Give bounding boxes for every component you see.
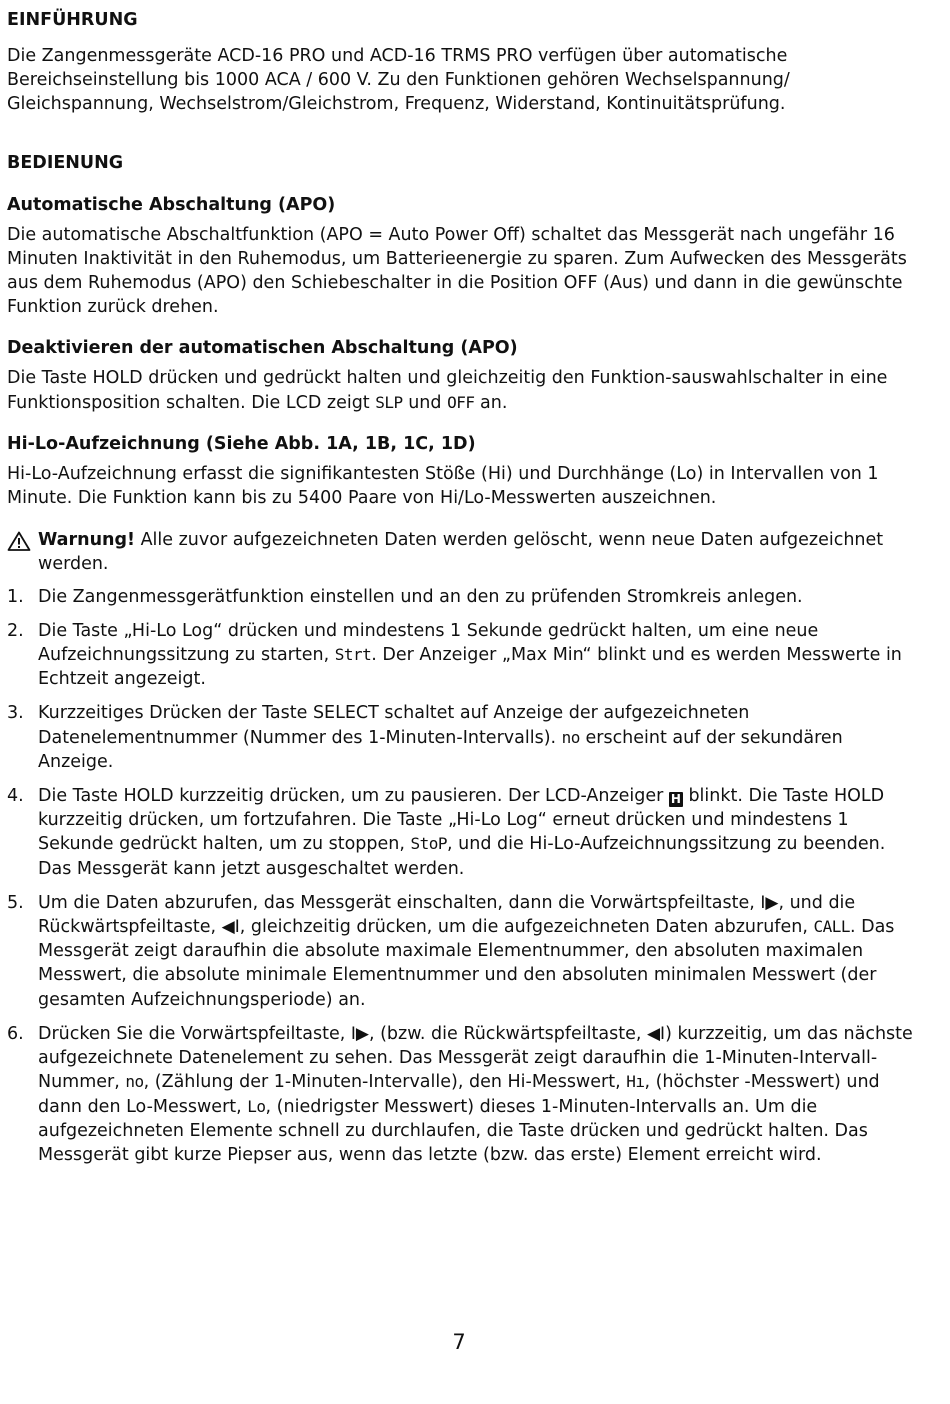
list-item (7, 891, 917, 1012)
warning-text: Alle zuvor aufgezeichneten Daten werden gelöscht, wenn neue Daten aufgezeichnet werden. (38, 530, 884, 575)
lcd-no-symbol: no (125, 1072, 144, 1092)
intro-paragraph: Die Zangenmessgeräte ACD-16 PRO und ACD-16 TRMS PRO verfügen über automatische Bereichseinstellung bis 1000 ACA / 600 V. Zu den Funktionen gehören Wechselspannung/ Gleichspannung, Wechselstrom/Gleichstrom, Frequenz, Widerstand, Kontinuitätsprüfung. (7, 46, 790, 115)
hold-h-icon: H (670, 792, 681, 807)
step-number: 2. (7, 620, 24, 641)
step-text (38, 1022, 917, 1167)
apo-disable-title: Deaktivieren der automatischen Abschaltung (APO) (7, 338, 518, 359)
step-text (38, 891, 917, 1012)
step-text-part: blinkt. Die Taste HOLD kurzzeitig drücken, um fortzufahren. Die Taste „Hi-Lo Log“ erneut drücken und mindestens 1 Sekunde gedrückt halten, um zu stoppen, (38, 786, 885, 855)
step-text (38, 619, 917, 692)
list-item (7, 585, 917, 609)
step-number: 3. (7, 703, 24, 724)
apo-disable-text: Die Taste HOLD drücken und gedrückt halten und gleichzeitig den Funktion-sauswahlschalter in eine Funktionsposition schalten. Die LCD zeigt (7, 368, 888, 413)
apo-disable-paragraph (7, 366, 917, 414)
step-text-part: , (niedrigster Messwert) dieses 1-Minuten-Intervalls an. Um die aufgezeichneten Elemente schnell zu durchlaufen, die Taste drücken und gedrückt halten. Das Messgerät gibt kurze Piepser aus, wenn das letzte (bzw. das erste) Element erreicht wird. (38, 1096, 868, 1165)
lcd-lo-symbol: Lo (247, 1096, 266, 1116)
step-text: Die Zangenmessgerätfunktion einstellen und an den zu prüfenden Stromkreis anlegen. (38, 586, 803, 607)
backward-arrow-icon: ◀I (646, 1023, 666, 1044)
step-text-part: , und die Rückwärtspfeiltaste, (38, 892, 856, 938)
step-text-part: Kurzzeitiges Drücken der Taste SELECT schaltet auf Anzeige der aufgezeichneten Datenelementnummer (Nummer des 1-Minuten-Intervalls). (38, 703, 750, 748)
backward-arrow-icon: ◀I (221, 917, 240, 938)
apo-disable-text: an. (474, 392, 508, 413)
step-text (38, 701, 917, 774)
step-number: 4. (7, 786, 24, 807)
step-text-part: . Der Anzeiger „Max Min“ blinkt und es werden Messwerte in Echtzeit angezeigt. (38, 645, 902, 690)
list-item (7, 1022, 917, 1167)
operation-heading: BEDIENUNG (7, 152, 124, 173)
step-number: 5. (7, 892, 24, 913)
lcd-stop-symbol: StoP (410, 834, 448, 854)
apo-disable-text: und (402, 392, 448, 413)
manual-page (7, 8, 917, 1167)
step-text (38, 784, 917, 881)
apo-title: Automatische Abschaltung (APO) (7, 194, 336, 215)
lcd-call-symbol: CALL (813, 917, 850, 937)
apo-paragraph: Die automatische Abschaltfunktion (APO = Auto Power Off) schaltet das Messgerät nach ungefähr 16 Minuten Inaktivität in den Ruhemodus, um Batterieenergie zu sparen. Zum Aufwecken des Messgeräts aus dem Ruhemodus (APO) den Schiebeschalter in die Position OFF (Aus) und dann in die gewünschte Funktion zurück drehen. (7, 224, 907, 318)
step-text-part: , (Zählung der 1-Minuten-Intervalle), den Hi-Messwert, (143, 1072, 627, 1093)
lcd-slp-symbol: SLP (375, 392, 403, 412)
list-item (7, 619, 917, 692)
step-text-part: , und die Hi-Lo-Aufzeichnungssitzung zu beenden. Das Messgerät kann jetzt ausgeschaltet werden. (38, 834, 886, 879)
hilo-title: Hi-Lo-Aufzeichnung (Siehe Abb. 1A, 1B, 1C, 1D) (7, 433, 476, 454)
lcd-off-symbol: OFF (447, 392, 475, 412)
forward-arrow-icon: I▶ (350, 1023, 369, 1044)
step-text-part: erscheint auf der sekundären Anzeige. (38, 727, 843, 772)
step-text-part: Drücken Sie die Vorwärtspfeiltaste, (38, 1023, 351, 1044)
forward-arrow-icon: I▶ (760, 892, 779, 913)
hilo-paragraph: Hi-Lo-Aufzeichnung erfasst die signifikantesten Stöße (Hi) und Durchhänge (Lo) in Intervallen von 1 Minute. Die Funktion kann bis zu 5400 Paare von Hi/Lo-Messwerten auszeichnen. (7, 463, 879, 509)
page-number: 7 (452, 1330, 466, 1354)
step-text-part: , gleichzeitig drücken, um die aufgezeichneten Daten abzurufen, (239, 917, 814, 938)
warning-label: Warnung! (38, 530, 136, 551)
warning-note (7, 528, 917, 576)
warning-triangle-icon (7, 528, 38, 576)
intro-heading: EINFÜHRUNG (7, 10, 138, 30)
step-text-part: , (höchster -Messwert) und dann den Lo-Messwert, (38, 1072, 880, 1117)
step-text-part: Die Taste „Hi-Lo Log“ drücken und mindestens 1 Sekunde gedrückt halten, um eine neue Aufzeichnungssitzung zu starten, (38, 620, 819, 666)
list-item (7, 784, 917, 881)
step-text-part: . Das Messgerät zeigt daraufhin die absolute maximale Elementnummer, den absoluten maximalen Messwert, die absolute minimale Elementnummer und den absoluten minimalen Messwert (der gesamten Aufzeichnungsperiode) an. (38, 917, 895, 1010)
step-number: 6. (7, 1023, 24, 1044)
step-text-part: Um die Daten abzurufen, das Messgerät einschalten, dann die Vorwärtspfeiltaste, (38, 892, 761, 913)
step-number: 1. (7, 586, 24, 607)
steps-list (7, 585, 917, 1167)
lcd-strt-symbol: Strt (334, 645, 372, 665)
step-text-part: Die Taste HOLD kurzzeitig drücken, um zu pausieren. Der LCD-Anzeiger (38, 786, 669, 807)
lcd-hi-symbol: Hı (626, 1072, 645, 1092)
lcd-no-symbol: no (561, 727, 580, 747)
step-text-part: ) kurzzeitig, um das nächste aufgezeichnete Datenelement zu sehen. Das Messgerät zeigt daraufhin die 1-Minuten-Intervall-Nummer, (38, 1023, 913, 1093)
list-item (7, 701, 917, 774)
step-text-part: , (bzw. die Rückwärtspfeiltaste, (368, 1023, 647, 1044)
